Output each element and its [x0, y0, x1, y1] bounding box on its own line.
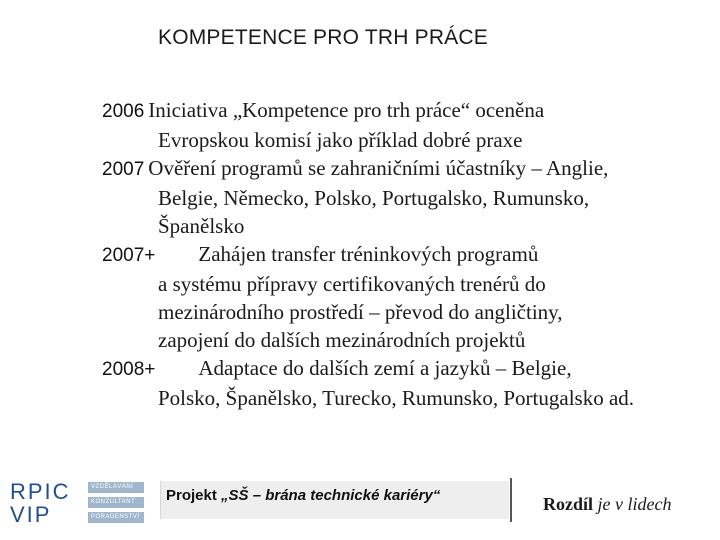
timeline-entry-2007-plus	[102, 240, 712, 354]
entry-text: Polsko, Španělsko, Turecko, Rumunsko, Portugalsko ad.	[158, 386, 635, 410]
entry-text: Adaptace do dalších zemí a jazyků – Belgie,	[198, 356, 572, 380]
entry-text: zapojení do dalších mezinárodních projektů	[158, 328, 526, 352]
entry-first-line	[102, 96, 712, 126]
logo-tags	[88, 482, 144, 527]
timeline-entry-2008-plus	[102, 354, 712, 412]
entry-first-line	[102, 154, 712, 184]
logo-row: RPIC	[10, 479, 71, 504]
entry-text: Belgie, Německo, Polsko, Portugalsko, Rumunsko,	[158, 186, 590, 210]
timeline	[102, 96, 712, 412]
project-prefix: Projekt	[166, 487, 222, 504]
timeline-entry-2007	[102, 154, 712, 240]
logo-letters	[10, 480, 71, 526]
motto-italic: je v lidech	[593, 494, 672, 514]
rpic-vip-logo	[10, 480, 150, 530]
motto	[543, 494, 671, 515]
logo-tag: VZDĚLÁVÁNÍ	[88, 482, 144, 493]
entry-first-line	[102, 240, 712, 270]
motto-bold: Rozdíl	[543, 494, 594, 514]
slide-title: KOMPETENCE PRO TRH PRÁCE	[158, 26, 488, 49]
logo-row: VIP	[10, 502, 52, 527]
entry-year: 2007+	[102, 245, 156, 266]
footer	[0, 470, 720, 540]
entry-text: a systému přípravy certifikovaných trenérů do	[158, 272, 546, 296]
entry-year: 2006	[102, 101, 145, 122]
entry-text: Ověření programů se zahraničními účastníky – Anglie,	[148, 156, 609, 180]
timeline-entry-2006	[102, 96, 712, 154]
entry-first-line	[102, 354, 712, 384]
logo-tag: PORADENSTVÍ	[88, 512, 144, 523]
entry-text: mezinárodního prostředí – převod do angličtiny,	[158, 300, 563, 324]
entry-text: Zahájen transfer tréninkových programů	[198, 242, 539, 266]
logo-tag: KONZULTANT	[88, 497, 144, 508]
entry-text: Evropskou komisí jako příklad dobré praxe	[158, 128, 523, 152]
project-banner	[160, 481, 509, 519]
entry-year: 2008+	[102, 359, 156, 380]
project-name: „SŠ – brána technické kariéry“	[221, 487, 441, 504]
project-label	[166, 487, 440, 504]
entry-year: 2007	[102, 159, 145, 180]
entry-text: Iniciativa „Kompetence pro trh práce“ oceněna	[148, 98, 545, 122]
footer-divider	[510, 478, 512, 522]
entry-text: Španělsko	[158, 214, 245, 238]
